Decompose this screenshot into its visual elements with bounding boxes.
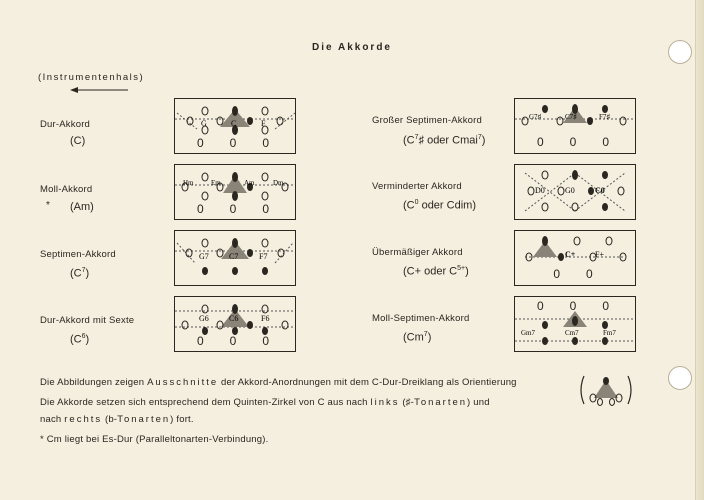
open-notes: 0 0 0	[196, 334, 274, 348]
chord-name-sixth: Dur-Akkord mit Sexte	[40, 315, 135, 326]
left-arrow-icon	[70, 86, 128, 94]
box-label: F7♯	[599, 113, 610, 121]
box-label: G7♯	[529, 113, 542, 121]
box-label: D0	[535, 186, 545, 195]
chord-name-minor-seventh: Moll-Septimen-Akkord	[372, 313, 470, 324]
orientation-legend-icon	[578, 372, 634, 408]
box-label: C0	[595, 186, 605, 195]
punch-hole-bottom	[668, 366, 692, 390]
box-label: F6	[261, 314, 270, 323]
chord-name-augmented: Übermäßiger Akkord	[372, 247, 463, 258]
chord-diagram-seventh	[174, 230, 296, 286]
chord-symbol-augmented: (C+ oder $C^{5+}$)	[403, 265, 469, 278]
chord-name-seventh: Septimen-Akkord	[40, 249, 116, 260]
open-notes: 0 0 0	[536, 299, 614, 313]
chord-name-major-seventh: Großer Septimen-Akkord	[372, 115, 482, 126]
chord-diagram-sixth	[174, 296, 296, 352]
asterisk-marker: *	[46, 200, 50, 211]
open-notes: 0 0 0	[536, 135, 614, 149]
box-label: F+	[595, 250, 604, 259]
box-label: C7	[229, 252, 239, 261]
chord-name-diminished: Verminderter Akkord	[372, 181, 462, 192]
box-label: Cm7	[565, 329, 579, 337]
open-notes: 0 0 0	[196, 202, 274, 216]
chord-symbol-major-seventh: ($C^7♯$ oder Cmai$^7$)	[403, 134, 486, 147]
box-label: Dm	[273, 179, 284, 187]
box-label: G7	[199, 252, 209, 261]
box-label: G6	[199, 314, 209, 323]
chord-diagram-augmented	[514, 230, 636, 286]
box-label: G0	[565, 186, 575, 195]
chord-symbol-minor: (Am)	[70, 201, 94, 213]
chord-symbol-sixth: $(C^6)$	[70, 333, 90, 346]
chord-symbol-seventh: $(C^7)$	[70, 267, 90, 280]
box-label: G	[201, 119, 207, 128]
chord-symbol-diminished: ($C^0$ oder Cdim)	[403, 199, 476, 212]
chord-diagram-minor-seventh	[514, 296, 636, 352]
chord-name-minor: Moll-Akkord	[40, 184, 93, 195]
box-label: Fm7	[603, 329, 616, 337]
box-label: Gm7	[521, 329, 535, 337]
box-label: Em	[211, 179, 221, 187]
footer-line-1: Die Abbildungen zeigen Ausschnitte der Akkord-Anordnungen mit dem C-Dur-Dreiklang als Orientierung	[40, 377, 517, 388]
footer-line-2: Die Akkorde setzen sich entsprechend dem Quinten-Zirkel von C aus nach links (♯-Tonarten) und	[40, 397, 490, 408]
chord-name-major: Dur-Akkord	[40, 119, 91, 130]
chord-symbol-major: (C)	[70, 135, 86, 147]
open-notes: 0 0	[553, 267, 597, 281]
footer-note: * Cm liegt bei Es-Dur (Paralleltonarten-Verbindung).	[40, 434, 269, 445]
page-title: Die Akkorde	[312, 42, 392, 53]
box-label: Am	[244, 179, 255, 187]
chord-symbol-minor-seventh: (Cm$^7$)	[403, 331, 432, 344]
box-label: C+	[565, 250, 576, 259]
box-label: C7♯	[565, 113, 577, 121]
page-edge	[695, 0, 704, 500]
chord-diagram-minor	[174, 164, 296, 220]
chord-diagram-diminished	[514, 164, 636, 220]
open-notes: 0 0 0	[196, 136, 274, 150]
box-label: C	[231, 119, 237, 128]
box-label: C6	[229, 314, 239, 323]
box-label: Hm	[183, 179, 194, 187]
chord-diagram-major	[174, 98, 296, 154]
box-label: F7	[259, 252, 268, 261]
chord-diagram-major-seventh	[514, 98, 636, 154]
neck-label: (Instrumentenhals)	[38, 72, 145, 83]
footer-line-3: nach rechts (b-Tonarten) fort.	[40, 414, 194, 425]
box-label: F	[261, 119, 266, 128]
